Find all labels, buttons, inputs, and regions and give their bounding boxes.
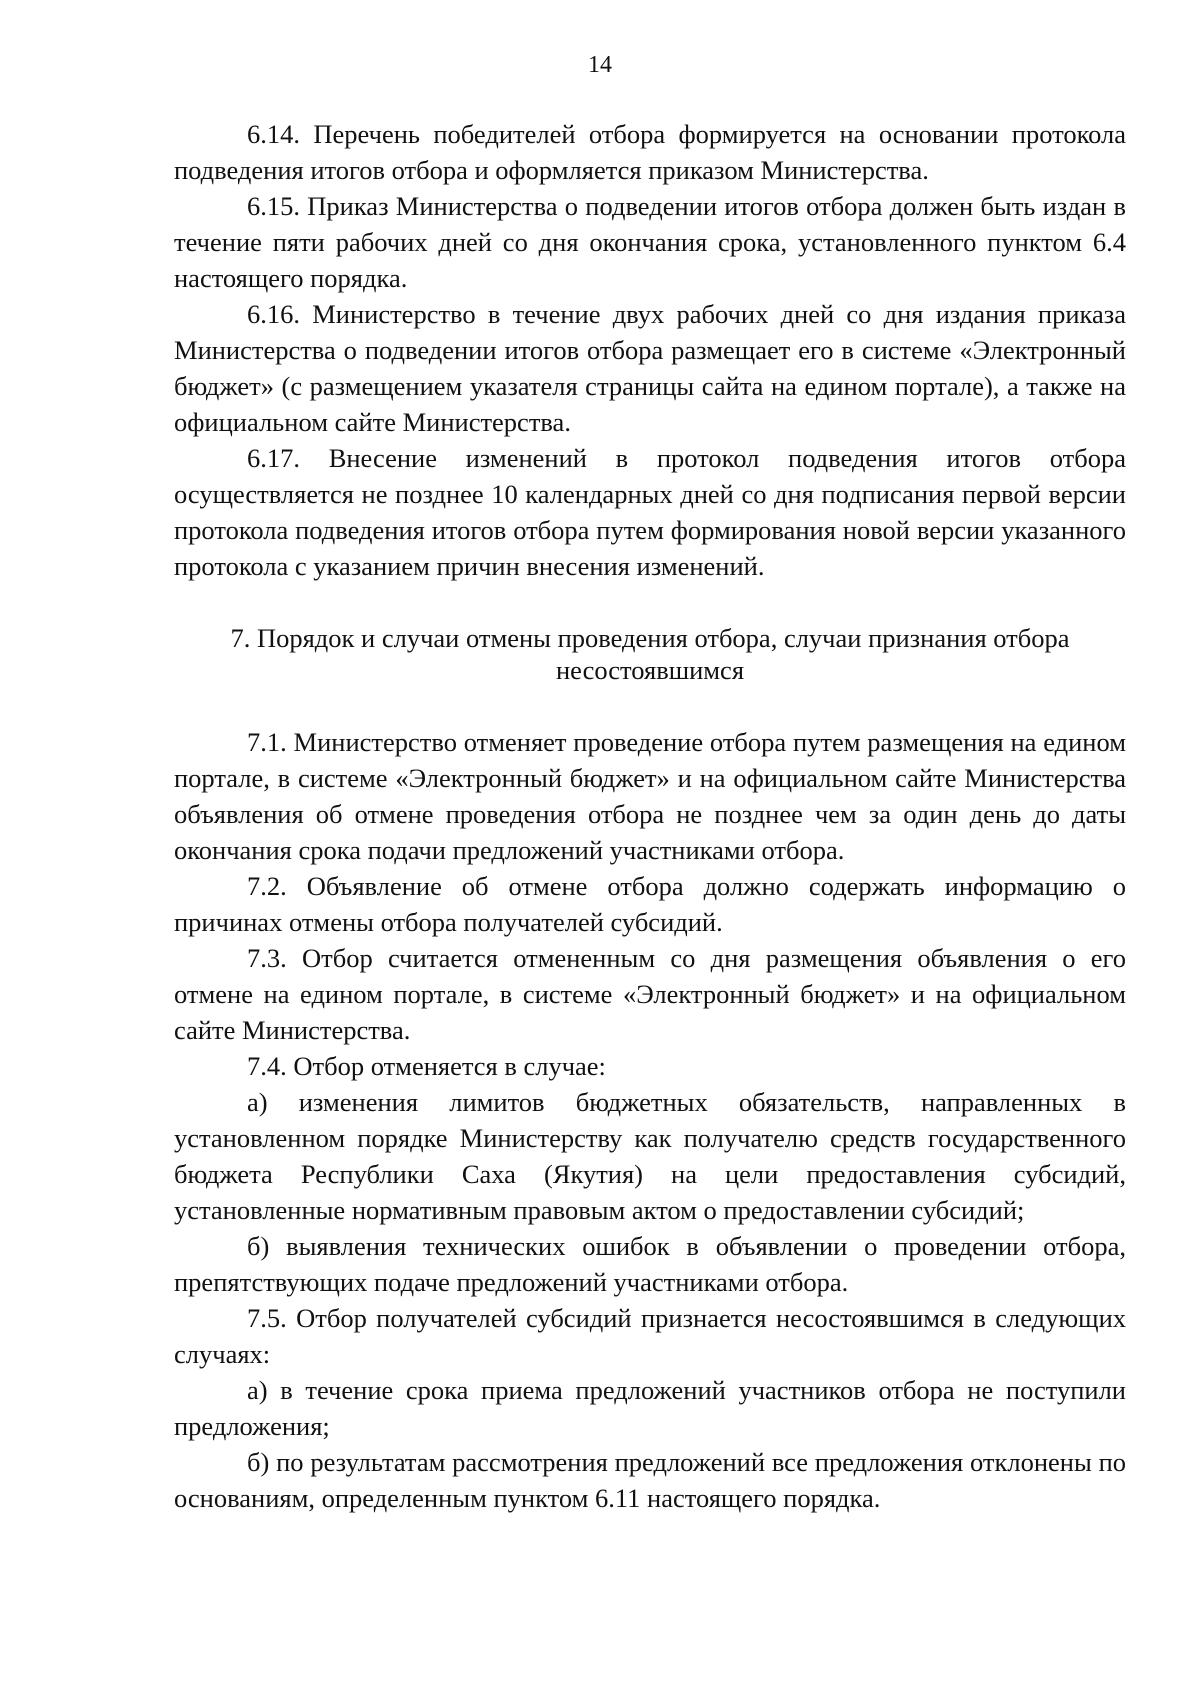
paragraph-7-4-b: б) выявления технических ошибок в объявлении о проведении отбора, препятствующих подаче предложений участниками отбора. [174,1231,1126,1297]
paragraph-6-15: 6.15. Приказ Министерства о подведении итогов отбора должен быть издан в течение пяти рабочих дней со дня окончания срока, установленного пунктом 6.4 настоящего порядка. [174,191,1126,293]
page-number: 14 [588,52,612,78]
paragraph-7-3: 7.3. Отбор считается отмененным со дня размещения объявления о его отмене на едином портале, в системе «Электронный бюджет» и на официальном сайте Министерства. [174,943,1126,1045]
paragraph-7-4: 7.4. Отбор отменяется в случае: [247,1051,606,1081]
paragraph-7-1: 7.1. Министерство отменяет проведение отбора путем размещения на едином портале, в системе «Электронный бюджет» и на официальном сайте Министерства объявления об отмене проведения отбора не позднее чем за один день до даты окончания срока подачи предложений участниками отбора. [174,727,1126,865]
paragraph-6-16: 6.16. Министерство в течение двух рабочих дней со дня издания приказа Министерства о подведении итогов отбора размещает его в системе «Электронный бюджет» (с размещением указателя страницы сайта на едином портале), а также на официальном сайте Министерства. [174,299,1126,437]
paragraph-7-5-b: б) по результатам рассмотрения предложений все предложения отклонены по основаниям, определенным пунктом 6.11 настоящего порядка. [174,1447,1126,1513]
document-body [174,116,1126,1516]
paragraph-7-4-a: а) изменения лимитов бюджетных обязательств, направленных в установленном порядке Министерству как получателю средств государственного бюджета Республики Саха (Якутия) на цели предоставления субсидий, установленные нормативным правовым актом о предоставлении субсидий; [174,1087,1126,1225]
paragraph-7-2: 7.2. Объявление об отмене отбора должно содержать информацию о причинах отмены отбора получателей субсидий. [174,871,1126,937]
section-7-heading: 7. Порядок и случаи отмены проведения отбора, случаи признания отбора несостоявшимся [230,623,1070,685]
paragraph-7-5-a: а) в течение срока приема предложений участников отбора не поступили предложения; [174,1375,1126,1441]
paragraph-6-17: 6.17. Внесение изменений в протокол подведения итогов отбора осуществляется не позднее 10 календарных дней со дня подписания первой версии протокола подведения итогов отбора путем формирования новой версии указанного протокола с указанием причин внесения изменений. [174,443,1126,581]
paragraph-7-5: 7.5. Отбор получателей субсидий признается несостоявшимся в следующих случаях: [174,1303,1126,1369]
paragraph-6-14: 6.14. Перечень победителей отбора формируется на основании протокола подведения итогов отбора и оформляется приказом Министерства. [174,119,1126,185]
